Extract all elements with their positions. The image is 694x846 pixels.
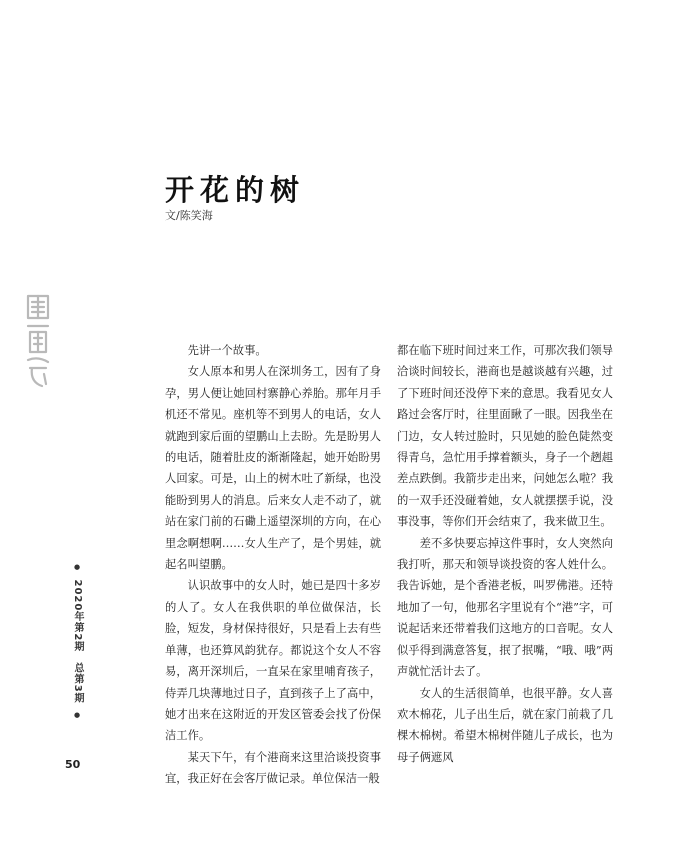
body-column-left <box>165 340 381 790</box>
year-issue-label: 2020年第2期 <box>72 579 83 653</box>
decorative-seal-icon <box>22 290 54 390</box>
paragraph: 女人原本和男人在深圳务工，因有了身孕，男人便让她回村寨静心养胎。那年月手机还不常见。座机等不到男人的电话，女人就跑到家后面的望鹏山上去盼。先是盼男人的电话，随着肚皮的渐渐隆起，她开始盼男人回家。可是，山上的树木吐了新绿，也没能盼到男人的消息。后来女人走不动了，就站在家门前的石磡上遥望深圳的方向，在心里念啊想啊……女人生产了，是个男娃，就起名叫望鹏。 <box>165 365 381 572</box>
paragraph: 差不多快要忘掉这件事时，女人突然向我打听，那天和领导谈投资的客人姓什么。我告诉她，是个香港老板，叫罗佛港。还特地加了一句，他那名字里说有个“港”字，可说起话来还带着我们这地方的口音呢。女人似乎得到满意答复，抿了抿嘴，“哦、哦”两声就忙活计去了。 <box>397 536 613 679</box>
issue-sidebar: ● 2020年第2期 总第3期 ● <box>72 563 83 721</box>
body-column-right <box>397 340 613 768</box>
paragraph: 女人的生活很简单，也很平静。女人喜欢木棉花，儿子出生后，就在家门前栽了几棵木棉树。希望木棉树伴随儿子成长，也为母子俩遮风 <box>397 686 613 764</box>
paragraph: 先讲一个故事。 <box>187 344 267 357</box>
paragraph: 认识故事中的女人时，她已是四十多岁的人了。女人在我供职的单位做保洁，长脸，短发，身材保持很好，只是看上去有些单薄，也还算风韵犹存。都说这个女人不容易，离开深圳后，一直呆在家里哺育孩子，侍弄几块薄地过日子，直到孩子上了高中，她才出来在这附近的开发区管委会找了份保洁工作。 <box>165 579 381 743</box>
article-title: 开花的树 <box>165 173 306 207</box>
paragraph: 都在临下班时间过来工作，可那次我们领导洽谈时间较长，港商也是越谈越有兴趣，过了下班时间还没停下来的意思。我看见女人路过会客厅时，往里面瞅了一眼。因我坐在门边，女人转过脸时，只见她的脸色陡然变得青乌，急忙用手撑着额头，身子一个趔趄差点跌倒。我箭步走出来，问她怎么啦？我的一双手还没碰着她，女人就摆摆手说，没事没事，等你们开会结束了，我来做卫生。 <box>397 344 613 529</box>
paragraph: 某天下午，有个港商来这里洽谈投资事宜，我正好在会客厅做记录。单位保洁一般 <box>165 750 381 786</box>
total-issue-label: 总第3期 <box>72 662 83 704</box>
page-number: 50 <box>65 758 81 771</box>
article-byline: 文/陈笑海 <box>165 209 213 222</box>
